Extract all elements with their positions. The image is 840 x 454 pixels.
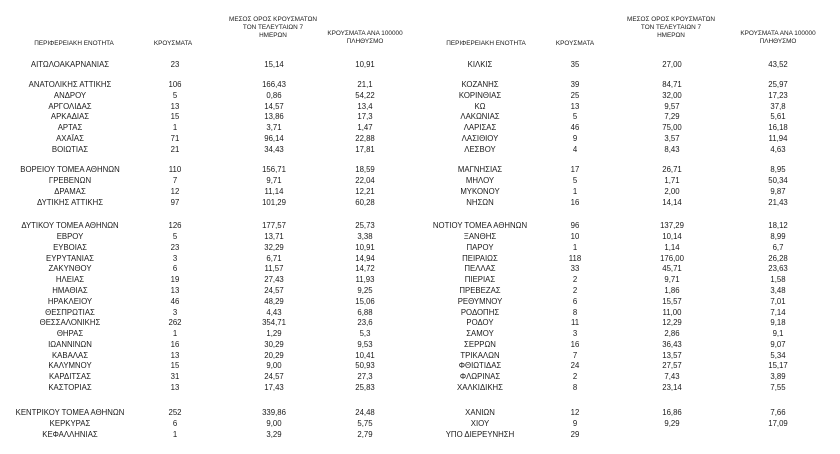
left-region-cell: ΑΝΑΤΟΛΙΚΗΣ ΑΤΤΙΚΗΣ <box>28 80 112 89</box>
right-avg7-cell: 36,43 <box>662 340 682 349</box>
left-region-cell: ΔΥΤΙΚΗΣ ΑΤΤΙΚΗΣ <box>36 198 104 207</box>
left-avg7-cell: 4,43 <box>266 308 282 317</box>
right-per100k-cell: 8,99 <box>770 232 786 241</box>
left-cases-cell: 19 <box>170 275 180 284</box>
right-region-cell: ΛΑΡΙΣΑΣ <box>463 123 497 132</box>
right-per100k-cell: 5,61 <box>770 112 786 121</box>
right-cases-cell: 118 <box>568 254 582 263</box>
right-region-cell: ΛΑΣΙΘΙΟΥ <box>461 134 499 143</box>
header-right-avg7: ΜΕΣΟΣ ΟΡΟΣ ΚΡΟΥΣΜΑΤΩΝ ΤΟΝ ΤΕΛΕΥΤΑΙΩΝ 7 ΗΜΕΡΩΝ <box>627 16 715 39</box>
right-avg7-cell: 2,86 <box>664 329 680 338</box>
left-avg7-cell: 354,71 <box>262 318 286 327</box>
left-per100k-cell: 6,88 <box>357 308 373 317</box>
right-cases-cell: 1 <box>572 187 578 196</box>
right-avg7-cell: 2,00 <box>664 187 680 196</box>
right-per100k-cell: 9,1 <box>772 329 784 338</box>
right-avg7-cell: 10,14 <box>662 232 682 241</box>
left-avg7-cell: 24,57 <box>264 372 284 381</box>
left-region-cell: ΒΟΡΕΙΟΥ ΤΟΜΕΑ ΑΘΗΝΩΝ <box>20 165 120 174</box>
right-avg7-cell: 75,00 <box>662 123 682 132</box>
right-cases-cell: 17 <box>570 165 580 174</box>
left-avg7-cell: 9,00 <box>266 361 282 370</box>
right-avg7-cell: 8,43 <box>664 145 680 154</box>
right-per100k-cell: 15,17 <box>768 361 788 370</box>
right-cases-cell: 16 <box>570 340 580 349</box>
right-region-cell: ΧΑΛΚΙΔΙΚΗΣ <box>456 383 504 392</box>
left-cases-cell: 71 <box>170 134 180 143</box>
left-avg7-cell: 20,29 <box>264 351 284 360</box>
right-cases-cell: 2 <box>572 372 578 381</box>
right-avg7-cell: 3,57 <box>664 134 680 143</box>
left-cases-cell: 97 <box>170 198 180 207</box>
right-cases-cell: 2 <box>572 286 578 295</box>
left-region-cell: ΔΥΤΙΚΟΥ ΤΟΜΕΑ ΑΘΗΝΩΝ <box>21 221 119 230</box>
right-cases-cell: 6 <box>572 297 578 306</box>
left-avg7-cell: 32,29 <box>264 243 284 252</box>
right-per100k-cell: 50,34 <box>768 176 788 185</box>
left-per100k-cell: 17,81 <box>355 145 375 154</box>
left-region-cell: ΚΑΒΑΛΑΣ <box>51 351 89 360</box>
left-per100k-cell: 23,6 <box>357 318 373 327</box>
left-per100k-cell: 14,72 <box>355 264 375 273</box>
left-region-cell: ΗΜΑΘΙΑΣ <box>52 286 88 295</box>
left-region-cell: ΚΕΝΤΡΙΚΟΥ ΤΟΜΕΑ ΑΘΗΝΩΝ <box>15 408 125 417</box>
left-per100k-cell: 22,04 <box>355 176 375 185</box>
left-region-cell: ΑΙΤΩΛΟΑΚΑΡΝΑΝΙΑΣ <box>30 60 110 69</box>
right-avg7-cell: 16,86 <box>662 408 682 417</box>
right-per100k-cell: 7,66 <box>770 408 786 417</box>
right-cases-cell: 24 <box>570 361 580 370</box>
left-cases-cell: 5 <box>172 91 178 100</box>
right-avg7-cell: 26,71 <box>662 165 682 174</box>
right-region-cell: ΚΟΡΙΝΘΙΑΣ <box>458 91 502 100</box>
left-per100k-cell: 22,88 <box>355 134 375 143</box>
left-region-cell: ΑΡΚΑΔΙΑΣ <box>50 112 90 121</box>
right-region-cell: ΧΙΟΥ <box>470 419 490 428</box>
left-per100k-cell: 18,59 <box>355 165 375 174</box>
left-region-cell: ΘΕΣΣΑΛΟΝΙΚΗΣ <box>39 318 101 327</box>
right-per100k-cell: 21,43 <box>768 198 788 207</box>
right-region-cell: ΡΕΘΥΜΝΟΥ <box>457 297 503 306</box>
right-per100k-cell: 4,63 <box>770 145 786 154</box>
left-region-cell: ΑΡΤΑΣ <box>57 123 83 132</box>
right-per100k-cell: 5,34 <box>770 351 786 360</box>
left-avg7-cell: 339,86 <box>262 408 286 417</box>
left-cases-cell: 262 <box>168 318 182 327</box>
right-per100k-cell: 23,63 <box>768 264 788 273</box>
right-per100k-cell: 16,18 <box>768 123 788 132</box>
right-avg7-cell: 84,71 <box>662 80 682 89</box>
left-avg7-cell: 27,43 <box>264 275 284 284</box>
right-cases-cell: 5 <box>572 112 578 121</box>
right-per100k-cell: 9,87 <box>770 187 786 196</box>
left-per100k-cell: 25,73 <box>355 221 375 230</box>
header-left-region: ΠΕΡΙΦΕΡΕΙΑΚΗ ΕΝΟΤΗΤΑ <box>34 40 114 47</box>
right-avg7-cell: 12,29 <box>662 318 682 327</box>
left-region-cell: ΑΝΔΡΟΥ <box>53 91 87 100</box>
right-per100k-cell: 3,89 <box>770 372 786 381</box>
right-region-cell: ΣΑΜΟΥ <box>466 329 494 338</box>
right-avg7-cell: 32,00 <box>662 91 682 100</box>
left-avg7-cell: 13,71 <box>264 232 284 241</box>
right-cases-cell: 9 <box>572 419 578 428</box>
right-per100k-cell: 8,95 <box>770 165 786 174</box>
right-cases-cell: 7 <box>572 351 578 360</box>
left-avg7-cell: 14,57 <box>264 102 284 111</box>
left-per100k-cell: 2,79 <box>357 430 373 439</box>
right-region-cell: ΚΩ <box>474 102 486 111</box>
right-cases-cell: 35 <box>570 60 580 69</box>
left-region-cell: ΚΑΣΤΟΡΙΑΣ <box>48 383 92 392</box>
left-cases-cell: 7 <box>172 176 178 185</box>
left-region-cell: ΘΗΡΑΣ <box>56 329 84 338</box>
right-region-cell: ΥΠΟ ΔΙΕΡΕΥΝΗΣΗ <box>445 430 515 439</box>
left-region-cell: ΑΡΓΟΛΙΔΑΣ <box>48 102 92 111</box>
left-avg7-cell: 166,43 <box>262 80 286 89</box>
left-per100k-cell: 12,21 <box>355 187 375 196</box>
right-avg7-cell: 45,71 <box>662 264 682 273</box>
right-per100k-cell: 37,8 <box>770 102 786 111</box>
right-cases-cell: 16 <box>570 198 580 207</box>
left-region-cell: ΗΡΑΚΛΕΙΟΥ <box>47 297 93 306</box>
right-region-cell: ΜΥΚΟΝΟΥ <box>460 187 500 196</box>
left-avg7-cell: 24,57 <box>264 286 284 295</box>
right-per100k-cell: 43,52 <box>768 60 788 69</box>
right-avg7-cell: 13,57 <box>662 351 682 360</box>
right-avg7-cell: 9,29 <box>664 419 680 428</box>
left-avg7-cell: 48,29 <box>264 297 284 306</box>
left-avg7-cell: 11,57 <box>264 264 284 273</box>
left-cases-cell: 13 <box>170 351 180 360</box>
right-avg7-cell: 1,14 <box>664 243 680 252</box>
left-cases-cell: 1 <box>172 329 178 338</box>
right-region-cell: ΛΕΣΒΟΥ <box>464 145 496 154</box>
left-avg7-cell: 3,29 <box>266 430 282 439</box>
left-cases-cell: 23 <box>170 243 180 252</box>
left-cases-cell: 15 <box>170 112 180 121</box>
left-region-cell: ΕΥΒΟΙΑΣ <box>53 243 87 252</box>
right-per100k-cell: 11,94 <box>768 134 788 143</box>
right-per100k-cell: 7,14 <box>770 308 786 317</box>
left-per100k-cell: 5,75 <box>357 419 373 428</box>
left-per100k-cell: 21,1 <box>357 80 373 89</box>
right-avg7-cell: 14,14 <box>662 198 682 207</box>
left-cases-cell: 16 <box>170 340 180 349</box>
right-per100k-cell: 9,18 <box>770 318 786 327</box>
right-per100k-cell: 6,7 <box>772 243 784 252</box>
right-avg7-cell: 176,00 <box>660 254 684 263</box>
right-per100k-cell: 7,55 <box>770 383 786 392</box>
header-right-per100k: ΚΡΟΥΣΜΑΤΑ ΑΝΑ 100000 ΠΛΗΘΥΣΜΟ <box>740 30 816 45</box>
right-region-cell: ΦΘΙΩΤΙΔΑΣ <box>458 361 502 370</box>
left-cases-cell: 106 <box>168 80 182 89</box>
left-cases-cell: 13 <box>170 383 180 392</box>
right-avg7-cell: 9,57 <box>664 102 680 111</box>
left-cases-cell: 15 <box>170 361 180 370</box>
right-region-cell: ΠΕΙΡΑΙΩΣ <box>462 254 498 263</box>
left-region-cell: ΓΡΕΒΕΝΩΝ <box>48 176 92 185</box>
right-cases-cell: 10 <box>570 232 580 241</box>
right-avg7-cell: 11,00 <box>662 308 682 317</box>
left-cases-cell: 1 <box>172 430 178 439</box>
right-per100k-cell: 3,48 <box>770 286 786 295</box>
right-region-cell: ΜΑΓΝΗΣΙΑΣ <box>457 165 503 174</box>
left-region-cell: ΗΛΕΙΑΣ <box>55 275 85 284</box>
left-per100k-cell: 60,28 <box>355 198 375 207</box>
header-right-cases: ΚΡΟΥΣΜΑΤΑ <box>555 40 595 47</box>
left-avg7-cell: 34,43 <box>264 145 284 154</box>
right-cases-cell: 13 <box>570 102 580 111</box>
left-cases-cell: 110 <box>168 165 182 174</box>
right-per100k-cell: 1,58 <box>770 275 786 284</box>
right-region-cell: ΣΕΡΡΩΝ <box>464 340 496 349</box>
left-avg7-cell: 156,71 <box>262 165 286 174</box>
left-avg7-cell: 13,86 <box>264 112 284 121</box>
left-per100k-cell: 10,41 <box>355 351 375 360</box>
left-cases-cell: 31 <box>170 372 180 381</box>
left-region-cell: ΚΕΡΚΥΡΑΣ <box>49 419 91 428</box>
right-cases-cell: 8 <box>572 383 578 392</box>
right-region-cell: ΠΕΛΛΑΣ <box>464 264 496 273</box>
left-region-cell: ΚΕΦΑΛΛΗΝΙΑΣ <box>42 430 98 439</box>
left-cases-cell: 6 <box>172 264 178 273</box>
right-region-cell: ΠΙΕΡΙΑΣ <box>464 275 496 284</box>
left-per100k-cell: 3,38 <box>357 232 373 241</box>
left-region-cell: ΑΧΑΪΑΣ <box>56 134 84 143</box>
right-avg7-cell: 1,71 <box>664 176 680 185</box>
left-cases-cell: 12 <box>170 187 180 196</box>
right-per100k-cell: 26,28 <box>768 254 788 263</box>
left-region-cell: ΘΕΣΠΡΩΤΙΑΣ <box>45 308 95 317</box>
left-cases-cell: 3 <box>172 308 178 317</box>
right-region-cell: ΦΛΩΡΙΝΑΣ <box>459 372 501 381</box>
left-avg7-cell: 9,00 <box>266 419 282 428</box>
right-region-cell: ΛΑΚΩΝΙΑΣ <box>460 112 500 121</box>
right-region-cell: ΡΟΔΟΠΗΣ <box>460 308 500 317</box>
left-avg7-cell: 30,29 <box>264 340 284 349</box>
left-per100k-cell: 1,47 <box>357 123 373 132</box>
right-cases-cell: 8 <box>572 308 578 317</box>
right-avg7-cell: 9,71 <box>664 275 680 284</box>
right-region-cell: ΚΟΖΑΝΗΣ <box>461 80 499 89</box>
left-per100k-cell: 14,94 <box>355 254 375 263</box>
left-per100k-cell: 50,93 <box>355 361 375 370</box>
right-cases-cell: 1 <box>572 243 578 252</box>
left-cases-cell: 21 <box>170 145 180 154</box>
left-region-cell: ΔΡΑΜΑΣ <box>54 187 86 196</box>
right-per100k-cell: 18,12 <box>768 221 788 230</box>
right-avg7-cell: 7,29 <box>664 112 680 121</box>
right-avg7-cell: 27,57 <box>662 361 682 370</box>
right-cases-cell: 25 <box>570 91 580 100</box>
left-avg7-cell: 6,71 <box>266 254 282 263</box>
left-avg7-cell: 1,29 <box>266 329 282 338</box>
left-per100k-cell: 11,93 <box>355 275 375 284</box>
right-cases-cell: 2 <box>572 275 578 284</box>
left-region-cell: ΕΥΡΥΤΑΝΙΑΣ <box>45 254 95 263</box>
right-cases-cell: 46 <box>570 123 580 132</box>
left-cases-cell: 13 <box>170 102 180 111</box>
right-avg7-cell: 137,29 <box>660 221 684 230</box>
right-cases-cell: 29 <box>570 430 580 439</box>
left-avg7-cell: 0,86 <box>266 91 282 100</box>
right-cases-cell: 39 <box>570 80 580 89</box>
left-cases-cell: 126 <box>168 221 182 230</box>
left-per100k-cell: 54,22 <box>355 91 375 100</box>
left-per100k-cell: 15,06 <box>355 297 375 306</box>
right-per100k-cell: 25,97 <box>768 80 788 89</box>
right-region-cell: ΝΗΣΩΝ <box>466 198 494 207</box>
right-avg7-cell: 1,86 <box>664 286 680 295</box>
left-region-cell: ΙΩΑΝΝΙΝΩΝ <box>48 340 92 349</box>
left-per100k-cell: 10,91 <box>355 243 375 252</box>
left-per100k-cell: 9,25 <box>357 286 373 295</box>
left-avg7-cell: 96,14 <box>264 134 284 143</box>
left-cases-cell: 1 <box>172 123 178 132</box>
left-cases-cell: 252 <box>168 408 182 417</box>
right-region-cell: ΚΙΛΚΙΣ <box>467 60 493 69</box>
left-region-cell: ΚΑΡΔΙΤΣΑΣ <box>49 372 91 381</box>
left-avg7-cell: 17,43 <box>264 383 284 392</box>
right-cases-cell: 33 <box>570 264 580 273</box>
right-cases-cell: 96 <box>570 221 580 230</box>
right-cases-cell: 12 <box>570 408 580 417</box>
left-per100k-cell: 17,3 <box>357 112 373 121</box>
right-avg7-cell: 23,14 <box>662 383 682 392</box>
right-per100k-cell: 17,09 <box>768 419 788 428</box>
left-cases-cell: 23 <box>170 60 180 69</box>
right-region-cell: ΤΡΙΚΑΛΩΝ <box>460 351 500 360</box>
right-region-cell: ΞΑΝΘΗΣ <box>463 232 497 241</box>
right-region-cell: ΡΟΔΟΥ <box>466 318 494 327</box>
left-per100k-cell: 24,48 <box>355 408 375 417</box>
right-region-cell: ΧΑΝΙΩΝ <box>465 408 495 417</box>
left-avg7-cell: 15,14 <box>264 60 284 69</box>
left-cases-cell: 3 <box>172 254 178 263</box>
header-left-per100k: ΚΡΟΥΣΜΑΤΑ ΑΝΑ 100000 ΠΛΗΘΥΣΜΟ <box>327 30 403 45</box>
left-cases-cell: 5 <box>172 232 178 241</box>
right-cases-cell: 3 <box>572 329 578 338</box>
left-region-cell: ΖΑΚΥΝΘΟΥ <box>48 264 92 273</box>
left-avg7-cell: 11,14 <box>264 187 284 196</box>
left-per100k-cell: 27,3 <box>357 372 373 381</box>
header-left-cases: ΚΡΟΥΣΜΑΤΑ <box>153 40 193 47</box>
left-per100k-cell: 25,83 <box>355 383 375 392</box>
right-region-cell: ΝΟΤΙΟΥ ΤΟΜΕΑ ΑΘΗΝΩΝ <box>432 221 528 230</box>
left-region-cell: ΒΟΙΩΤΙΑΣ <box>51 145 89 154</box>
left-region-cell: ΕΒΡΟΥ <box>56 232 84 241</box>
left-per100k-cell: 10,91 <box>355 60 375 69</box>
left-per100k-cell: 13,4 <box>357 102 373 111</box>
left-per100k-cell: 5,3 <box>359 329 371 338</box>
right-avg7-cell: 27,00 <box>662 60 682 69</box>
left-avg7-cell: 177,57 <box>262 221 286 230</box>
right-region-cell: ΜΗΛΟΥ <box>465 176 495 185</box>
right-avg7-cell: 7,43 <box>664 372 680 381</box>
right-cases-cell: 4 <box>572 145 578 154</box>
right-per100k-cell: 7,01 <box>770 297 786 306</box>
left-avg7-cell: 9,71 <box>266 176 282 185</box>
right-region-cell: ΠΡΕΒΕΖΑΣ <box>459 286 501 295</box>
right-cases-cell: 5 <box>572 176 578 185</box>
header-left-avg7: ΜΕΣΟΣ ΟΡΟΣ ΚΡΟΥΣΜΑΤΩΝ ΤΟΝ ΤΕΛΕΥΤΑΙΩΝ 7 ΗΜΕΡΩΝ <box>229 16 317 39</box>
right-region-cell: ΠΑΡΟΥ <box>466 243 494 252</box>
right-cases-cell: 11 <box>570 318 580 327</box>
right-per100k-cell: 17,23 <box>768 91 788 100</box>
right-avg7-cell: 15,57 <box>662 297 682 306</box>
right-cases-cell: 9 <box>572 134 578 143</box>
left-avg7-cell: 101,29 <box>262 198 286 207</box>
left-cases-cell: 13 <box>170 286 180 295</box>
left-cases-cell: 6 <box>172 419 178 428</box>
left-cases-cell: 46 <box>170 297 180 306</box>
left-region-cell: ΚΑΛΥΜΝΟΥ <box>48 361 92 370</box>
header-right-region: ΠΕΡΙΦΕΡΕΙΑΚΗ ΕΝΟΤΗΤΑ <box>446 40 526 47</box>
right-per100k-cell: 9,07 <box>770 340 786 349</box>
left-avg7-cell: 3,71 <box>266 123 282 132</box>
left-per100k-cell: 9,53 <box>357 340 373 349</box>
